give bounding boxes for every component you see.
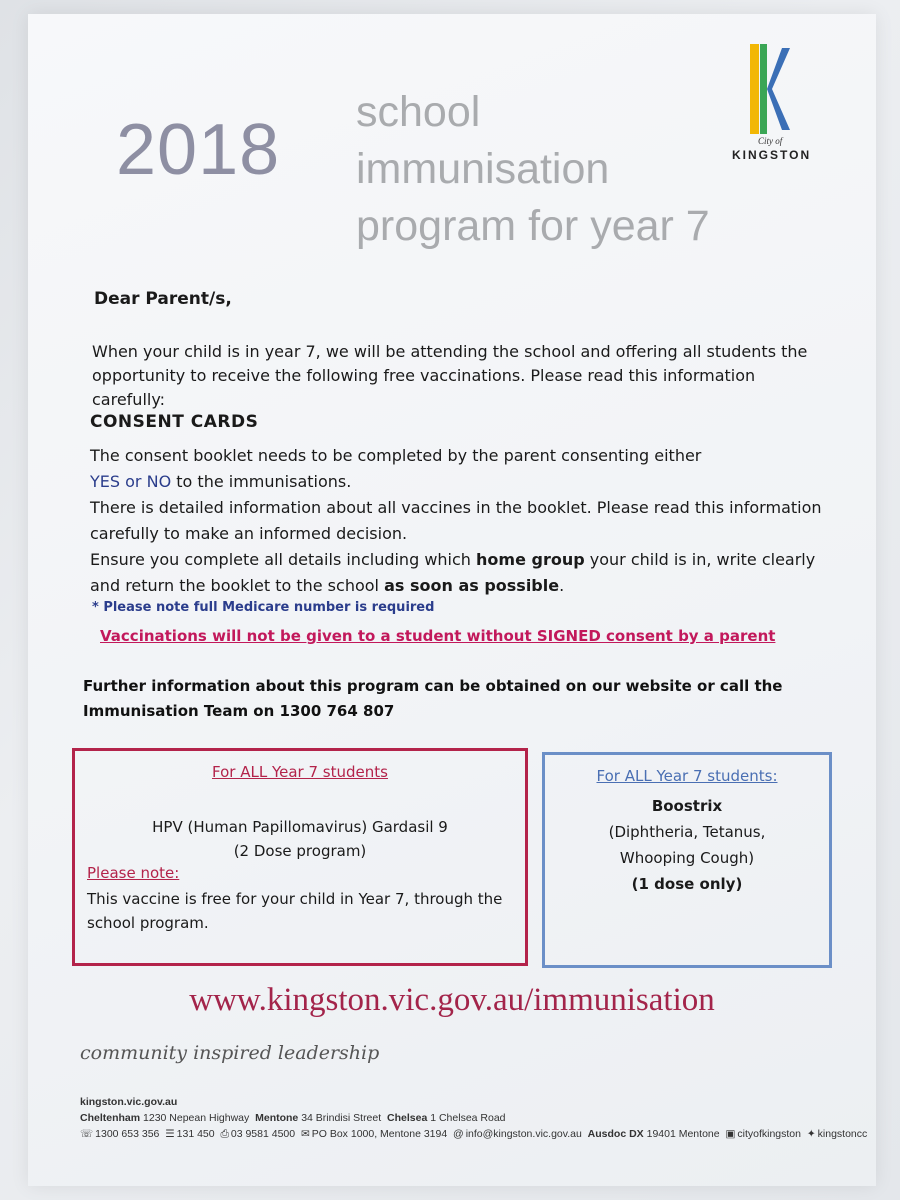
asap: as soon as possible	[384, 576, 560, 595]
title-line-1: school	[356, 88, 481, 136]
consent-end: to the immunisations.	[176, 472, 352, 491]
boostrix-desc-2: Whooping Cough)	[619, 849, 755, 867]
phone: 1300 653 356	[95, 1128, 160, 1140]
footer-site[interactable]: kingston.vic.gov.au	[80, 1096, 178, 1108]
medicare-note: * Please note full Medicare number is required	[92, 600, 435, 615]
po-box-icon: ✉	[300, 1128, 310, 1140]
or-word: or	[125, 472, 142, 491]
tty-icon: ☰	[165, 1128, 175, 1140]
footer-addresses	[80, 1112, 506, 1124]
phone-icon: ☏	[80, 1128, 94, 1140]
boostrix-dose: (1 dose only)	[631, 875, 743, 893]
facebook[interactable]: cityofkingston	[737, 1128, 801, 1140]
hpv-box	[72, 748, 528, 966]
consent-line	[90, 443, 850, 495]
signed-consent-warning: Vaccinations will not be given to a student without SIGNED consent by a parent	[100, 627, 776, 645]
no-word: NO	[146, 472, 172, 491]
hpv-box-heading: For ALL Year 7 students	[212, 763, 388, 781]
title-line-3: program for year 7	[356, 202, 710, 250]
year-heading: 2018	[116, 110, 281, 190]
cheltenham: Cheltenham	[80, 1112, 141, 1124]
hpv-note-label: Please note:	[87, 864, 180, 882]
fax: 03 9581 4500	[230, 1128, 296, 1140]
further-info: Further information about this program can be obtained on our website or call the Immunisation Team on 1300 764 807	[83, 677, 783, 720]
boostrix-details	[545, 793, 829, 897]
ensure-a: Ensure you complete all details including which	[90, 550, 471, 569]
consent-heading: CONSENT CARDS	[90, 412, 259, 432]
boostrix-desc-1: (Diphtheria, Tetanus,	[608, 823, 766, 841]
flyer-page	[28, 14, 876, 1186]
tty: 131 450	[176, 1128, 215, 1140]
consent-text: The consent booklet needs to be completed by the parent consenting either	[90, 446, 702, 465]
boostrix-name: Boostrix	[651, 797, 723, 815]
logo-kingston: KINGSTON	[732, 148, 812, 162]
program-title	[356, 84, 710, 255]
email-icon: @	[453, 1128, 464, 1140]
twitter[interactable]: kingstoncc	[817, 1128, 868, 1140]
facebook-icon: ▣	[725, 1128, 736, 1140]
email[interactable]: info@kingston.vic.gov.au	[465, 1128, 582, 1140]
ensure-b: your child is in, write clearly and return the booklet to the school	[90, 550, 816, 595]
intro-paragraph: When your child is in year 7, we will be attending the school and offering all students the opportunity to receive the following free vaccinations. Please read this information carefully:	[92, 342, 808, 409]
footer-contacts	[80, 1128, 867, 1141]
kingston-k-icon	[748, 44, 792, 134]
ausdoc-label: Ausdoc DX	[587, 1128, 644, 1140]
hpv-note-text: This vaccine is free for your child in Year 7, through the school program.	[87, 890, 503, 932]
slogan: community inspired leadership	[80, 1042, 380, 1064]
chelsea-address: 1 Chelsea Road	[430, 1112, 506, 1124]
mentone: Mentone	[255, 1112, 299, 1124]
ensure-text	[90, 547, 850, 599]
ausdoc: 19401 Mentone	[646, 1128, 720, 1140]
cheltenham-address: 1230 Nepean Highway	[143, 1112, 250, 1124]
period: .	[559, 576, 565, 595]
yes-word: YES	[90, 472, 121, 491]
fax-icon: ⎙	[220, 1128, 229, 1140]
kingston-logo	[732, 44, 820, 174]
twitter-icon: ✦	[806, 1128, 816, 1140]
po-box: PO Box 1000, Mentone 3194	[311, 1128, 448, 1140]
immunisation-url[interactable]: www.kingston.vic.gov.au/immunisation	[189, 982, 715, 1018]
hpv-dose: (2 Dose program)	[233, 842, 367, 860]
chelsea: Chelsea	[387, 1112, 428, 1124]
boostrix-box	[542, 752, 832, 968]
boostrix-box-heading: For ALL Year 7 students:	[596, 767, 778, 785]
hpv-vaccine	[75, 815, 525, 863]
consent-body	[90, 443, 850, 599]
greeting: Dear Parent/s,	[94, 289, 232, 309]
details-text: There is detailed information about all vaccines in the booklet. Please read this information carefully to make an informed decision.	[90, 498, 822, 543]
logo-city-of: City of	[758, 136, 783, 146]
home-group: home group	[476, 550, 585, 569]
title-line-2: immunisation	[356, 145, 610, 193]
hpv-vaccine-name: HPV (Human Papillomavirus) Gardasil 9	[152, 818, 448, 836]
mentone-address: 34 Brindisi Street	[301, 1112, 382, 1124]
